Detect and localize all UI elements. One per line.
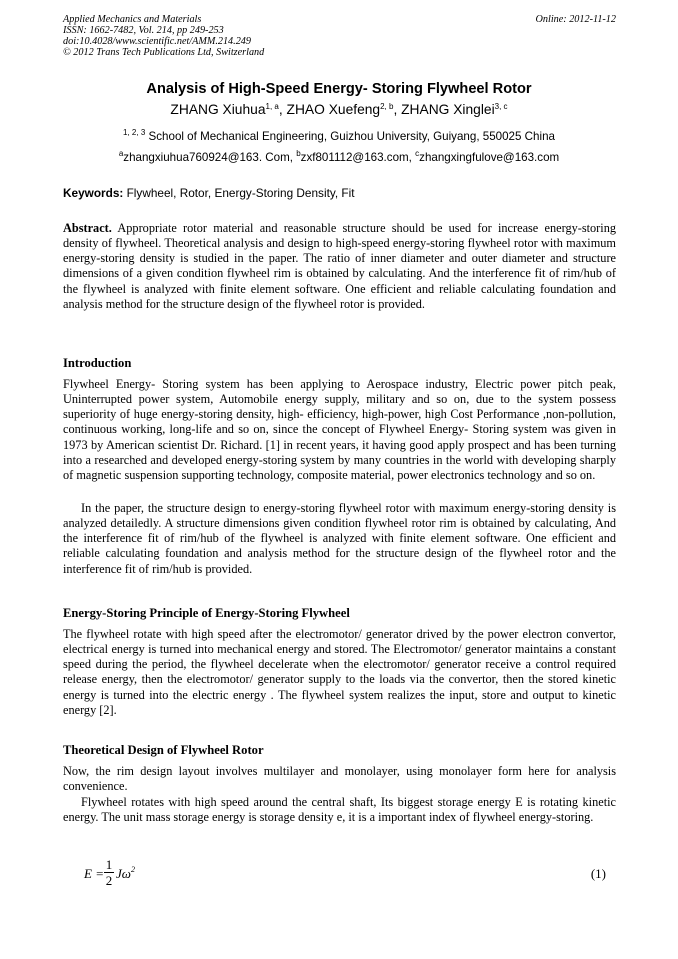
keywords-label: Keywords: — [63, 186, 124, 200]
fraction-numerator: 1 — [105, 857, 113, 872]
author-name: ZHANG Xiuhua — [170, 102, 266, 117]
equation-number: (1) — [590, 866, 606, 881]
email-mark: b — [296, 149, 301, 158]
abstract — [63, 221, 616, 312]
email-mark: c — [415, 149, 420, 158]
fraction-denominator: 2 — [105, 873, 113, 888]
affiliation — [0, 129, 678, 145]
email-mark: a — [118, 149, 124, 158]
section-heading-principle: Energy-Storing Principle of Energy-Storing Flywheel — [63, 606, 350, 620]
author-affiliation-mark: 2, b — [380, 102, 394, 111]
copyright-line: © 2012 Trans Tech Publications Ltd, Switzerland — [63, 47, 265, 58]
abstract-text: Appropriate rotor material and reasonable structure should be used for increase energy-storing density of flywheel. Theoretical analysis and design to high-speed energy-storing flywheel rotor with maximum energy-storing density is studied in the paper. The ratio of inner diameter and outer diameter and structure dimensions of a given condition flywheel rim is obtained by calculating. And the interference fit of rim/hub of the flywheel is analyzed with finite element software. One efficient and reliable calculating foundation and analysis method for the structure design of the flywheel rotor is provided. — [63, 221, 616, 311]
author-name: ZHANG Xinglei — [401, 102, 495, 117]
email-list — [0, 150, 678, 166]
abstract-label: Abstract. — [63, 221, 112, 235]
equation-rhs — [116, 866, 135, 882]
online-date: Online: 2012-11-12 — [535, 14, 616, 25]
equation-fraction — [104, 857, 114, 888]
email-address[interactable]: zxf801112@163.com, — [300, 151, 412, 164]
issn-line: ISSN: 1662-7482, Vol. 214, pp 249-253 — [63, 25, 224, 36]
keywords — [63, 185, 616, 201]
author-name: ZHAO Xuefeng — [286, 102, 381, 117]
paper-title: Analysis of High-Speed Energy- Storing Flywheel Rotor — [146, 81, 532, 97]
principle-paragraph: The flywheel rotate with high speed after the electromotor/ generator drived by the power electron convertor, electrical energy is turned into mechanical energy and stored. The Electromotor/ generator maintains a constant speed during the period, the flywheel decelerate when the electromotor/ generator receive a control required release energy, then the electromotor/ generator supply to the loads via the convertor, then the stored kinetic energy is turned into the electric energy . The flywheel system realizes the input, store and output to kinetic energy [2]. — [63, 627, 616, 717]
keywords-text: Flywheel, Rotor, Energy-Storing Density, Fit — [126, 186, 355, 200]
email-address[interactable]: zhangxingfulove@163.com — [419, 151, 560, 164]
design-paragraph-1: Now, the rim design layout involves multilayer and monolayer, using monolayer form here for analysis convenience. — [63, 764, 616, 794]
email-address[interactable]: zhangxiuhua760924@163. Com, — [123, 151, 293, 164]
journal-name: Applied Mechanics and Materials — [63, 14, 202, 25]
affiliation-text: School of Mechanical Engineering, Guizhou University, Guiyang, 550025 China — [148, 130, 555, 143]
intro-paragraph-1: Flywheel Energy- Storing system has been applying to Aerospace industry, Electric power pitch peak, Uninterrupted power system, Automobile energy supply, military and so on, due to the system possess superiority of huge energy-storing density, high- efficiency, high-power, high Cost Performance ,non-pollution, continuous working, long-life and so on, since the concept of Flywheel Energy- Storing system was given in 1973 by American scientist Dr. Richard. [1] in recent years, it having good apply prospect and has been turning into a researched and developed energy-storing system by many countries in the world with developing sharply of magnetic suspension supporting technology, composite material, power electronics technology and so on. — [63, 377, 616, 482]
section-heading-introduction: Introduction — [63, 356, 132, 370]
author-affiliation-mark: 1, a — [265, 102, 279, 111]
author-list: ZHANG Xiuhua$^{1, a}$, ZHAO Xuefeng$^{2, b}$, ZHANG Xinglei$^{3, c}$ — [170, 102, 508, 117]
affiliation-mark: 1, 2, 3 — [123, 128, 146, 137]
equation-exponent: 2 — [130, 865, 135, 874]
equation-rhs-term: Jω — [116, 866, 131, 881]
design-paragraph-2: Flywheel rotates with high speed around the central shaft, Its biggest storage energy E is rotating kinetic energy. The unit mass storage energy is storage density e, it is a important index of flywheel energy-storing. — [63, 795, 616, 825]
journal-header — [63, 14, 616, 58]
equation-lhs: E = — [84, 866, 104, 881]
section-heading-design: Theoretical Design of Flywheel Rotor — [63, 743, 264, 757]
intro-paragraph-2: In the paper, the structure design to energy-storing flywheel rotor with maximum energy-storing density is analyzed detailedly. A structure dimensions given condition flywheel rotor rim is obtained by calculating, And the interference fit of rim/hub of the flywheel is analyzed with finite element software. One efficient and reliable calculating foundation and analysis method for the structure design of the flywheel rotor and the interference fit of rim/hub is provided. — [63, 501, 616, 576]
author-affiliation-mark: 3, c — [494, 102, 508, 111]
doi-line: doi:10.4028/www.scientific.net/AMM.214.249 — [63, 36, 251, 47]
equation-1 — [84, 857, 616, 897]
